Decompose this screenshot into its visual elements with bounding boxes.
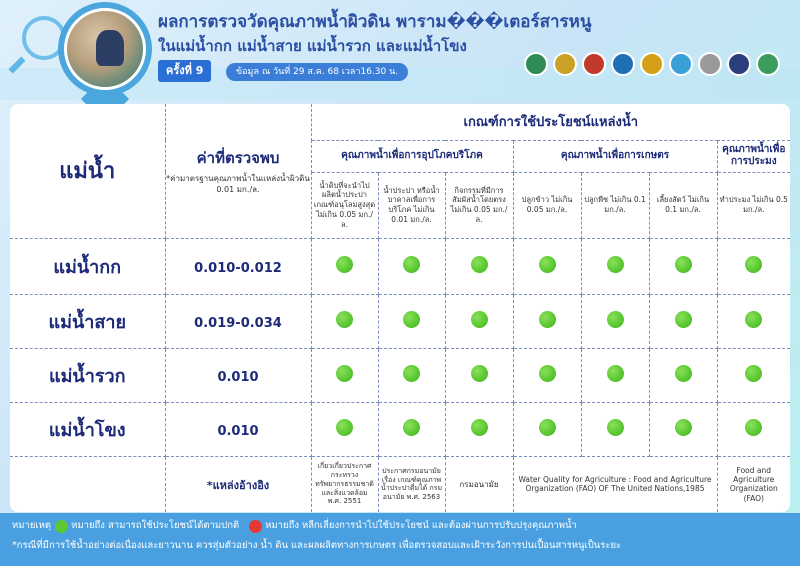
- status-dot: [675, 365, 692, 382]
- legend: [12, 516, 788, 536]
- river-name: แม่น้ำโขง: [10, 402, 165, 456]
- status-dot: [539, 311, 556, 328]
- status-dot: [745, 365, 762, 382]
- page-subtitle: ในแม่น้ำกก แม่น้ำสาย แม่น้ำรวก และแม่น้ำโขง: [158, 37, 467, 55]
- table-row: [10, 294, 790, 348]
- agency-logos: [524, 52, 780, 76]
- column-header-river: แม่น้ำ: [10, 104, 165, 238]
- footer-note: *กรณีที่มีการใช้น้ำอย่างต่อเนื่องและยาวนาน ควรสุ่มตัวอย่าง น้ำ ดิน และผลผลิตทางการเกษตร เพื่อตรวจสอบและเฝ้าระวังการปนเปื้อนสารหนูเป็นระยะ: [12, 540, 622, 551]
- status-dot: [403, 256, 420, 273]
- agency-logo-6-icon: [669, 52, 693, 76]
- criterion-rice: ปลูกข้าว ไม่เกิน 0.05 มก./ล.: [513, 172, 581, 238]
- agency-logo-3-icon: [582, 52, 606, 76]
- status-dot: [675, 419, 692, 436]
- status-dot: [607, 365, 624, 382]
- river-name: แม่น้ำสาย: [10, 294, 165, 348]
- footer-notes: [0, 513, 800, 566]
- criterion-contact: กิจกรรมที่มีการสัมผัสน้ำโดยตรง ไม่เกิน 0.05 มก./ล.: [445, 172, 513, 238]
- status-dot: [403, 365, 420, 382]
- group-consumption: คุณภาพน้ำเพื่อการอุปโภคบริโภค: [311, 140, 513, 172]
- table-row: [10, 402, 790, 456]
- status-dot: [471, 419, 488, 436]
- round-badge: ครั้งที่ 9: [158, 60, 211, 82]
- status-dot: [675, 311, 692, 328]
- page-title: ผลการตรวจวัดคุณภาพน้ำผิวดิน พาราม���เตอร์สารหนู: [158, 12, 592, 32]
- status-dot: [675, 256, 692, 273]
- criterion-fishery: ทำประมง ไม่เกิน 0.5 มก./ล.: [717, 172, 790, 238]
- criterion-raw-water: น้ำดิบที่จะนำไปผลิตน้ำประปา เกณฑ์อนุโลมสูงสุดไม่เกิน 0.05 มก./ล.: [311, 172, 378, 238]
- river-value: 0.010-0.012: [165, 238, 311, 294]
- legend-red-text: หมายถึง หลีกเลี่ยงการนำไปใช้ประโยชน์ และต้องผ่านการปรับปรุงคุณภาพน้ำ: [265, 520, 577, 531]
- agency-logo-1-icon: [524, 52, 548, 76]
- river-value: 0.010: [165, 402, 311, 456]
- header: [0, 0, 800, 100]
- status-dot: [336, 419, 353, 436]
- reference-3: กรมอนามัย: [445, 456, 513, 512]
- standard-note: *ค่ามาตรฐานคุณภาพน้ำในแหล่งน้ำผิวดิน 0.01 มก./ล.: [166, 174, 310, 194]
- status-dot: [745, 311, 762, 328]
- criterion-livestock: เลี้ยงสัตว์ ไม่เกิน 0.1 มก./ล.: [649, 172, 717, 238]
- reference-2: ประกาศกรมอนามัย เรื่อง เกณฑ์คุณภาพน้ำประปาดื่มได้ กรมอนามัย พ.ศ. 2563: [378, 456, 445, 512]
- reference-label: [10, 456, 165, 512]
- reference-row: [10, 456, 790, 512]
- status-dot: [471, 256, 488, 273]
- status-dot: [471, 311, 488, 328]
- results-table-panel: [10, 104, 790, 512]
- group-agriculture: คุณภาพน้ำเพื่อการเกษตร: [513, 140, 717, 172]
- status-dot: [539, 365, 556, 382]
- agency-logo-2-icon: [553, 52, 577, 76]
- agency-logo-4-icon: [611, 52, 635, 76]
- table-row: [10, 238, 790, 294]
- status-dot: [607, 419, 624, 436]
- criterion-tap-water: น้ำประปา หรือน้ำบาดาลเพื่อการบริโภค ไม่เกิน 0.01 มก./ล.: [378, 172, 445, 238]
- legend-prefix: หมายเหตุ: [12, 520, 52, 531]
- group-fishery: คุณภาพน้ำเพื่อการประมง: [717, 140, 790, 172]
- status-dot: [539, 256, 556, 273]
- status-dot: [471, 365, 488, 382]
- reference-1: เกี่ยวเกี่ยวประกาศ กระทรวงทรัพยากรธรรมชาติ และสิ่งแวดล้อม พ.ศ. 2551: [311, 456, 378, 512]
- legend-green-text: หมายถึง สามารถใช้ประโยชน์ได้ตามปกติ: [71, 520, 240, 531]
- reference-4: Water Quality for Agriculture : Food and Agriculture Organization (FAO) OF The United Nations,1985: [513, 456, 717, 512]
- date-stamp: ข้อมูล ณ วันที่ 29 ส.ค. 68 เวลา16.30 น.: [226, 63, 408, 81]
- river-name: แม่น้ำกก: [10, 238, 165, 294]
- status-dot: [745, 256, 762, 273]
- agency-logo-5-icon: [640, 52, 664, 76]
- green-dot-icon: [55, 520, 68, 533]
- reference-label: *แหล่งอ้างอิง: [165, 456, 311, 512]
- table-row: [10, 348, 790, 402]
- river-value: 0.019-0.034: [165, 294, 311, 348]
- photo-person-icon: [96, 30, 124, 66]
- reference-5: Food and Agriculture Organization (FAO): [717, 456, 790, 512]
- river-name: แม่น้ำรวก: [10, 348, 165, 402]
- status-dot: [539, 419, 556, 436]
- agency-logo-7-icon: [698, 52, 722, 76]
- status-dot: [403, 419, 420, 436]
- column-header-value: ค่าที่ตรวจพบ *ค่ามาตรฐานคุณภาพน้ำในแหล่งน้ำผิวดิน 0.01 มก./ล.: [165, 104, 311, 238]
- criteria-header: เกณฑ์การใช้ประโยชน์แหล่งน้ำ: [311, 104, 790, 140]
- status-dot: [403, 311, 420, 328]
- results-table: [10, 104, 790, 512]
- status-dot: [336, 256, 353, 273]
- agency-logo-8-icon: [727, 52, 751, 76]
- red-dot-icon: [249, 520, 262, 533]
- criterion-crops: ปลูกพืช ไม่เกิน 0.1 มก./ล.: [581, 172, 649, 238]
- status-dot: [336, 311, 353, 328]
- status-dot: [336, 365, 353, 382]
- agency-logo-9-icon: [756, 52, 780, 76]
- river-value: 0.010: [165, 348, 311, 402]
- status-dot: [745, 419, 762, 436]
- status-dot: [607, 311, 624, 328]
- status-dot: [607, 256, 624, 273]
